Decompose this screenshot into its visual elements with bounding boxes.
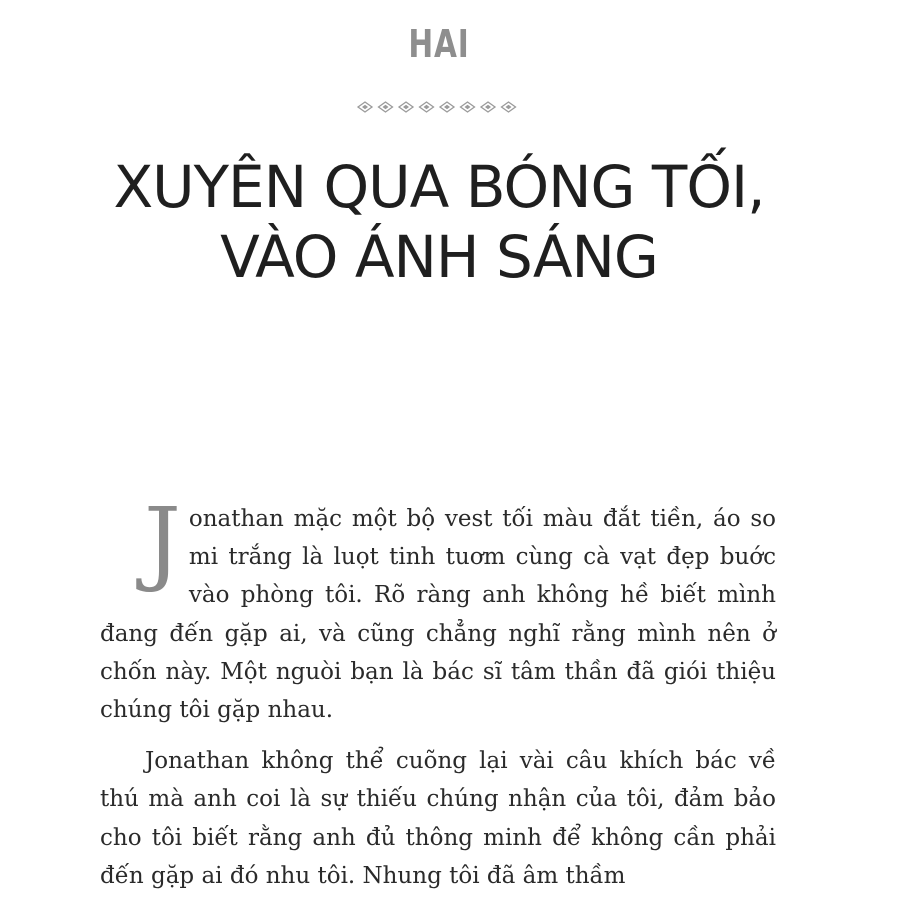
chapter-title-line-1: XUYÊN QUA BÓNG TỐI, [113,153,765,221]
ornament-diamond-center [485,105,491,109]
ornament-diamond-center [465,105,471,109]
ornament-diamond-center [403,105,409,109]
paragraph-1 [100,488,776,729]
paragraph-1-text: onathan mặc một bộ vest tối màu đắt tiền, áo so mi trắng là luọt tinh tuơm cùng cà vạt đẹp buớc vào phòng tôi. Rõ ràng anh không hề biết mình đang đến gặp ai, và cũng chẳng nghĩ rằng mình nên ở chốn này. Một nguòi bạn là bác sĩ tâm thần đã giói thiệu chúng tôi gặp nhau. [100,506,776,724]
ornament-diamond-center [444,105,450,109]
ornament-diamond-center [362,105,368,109]
ornament-diamond-center [424,105,430,109]
diamond-ornament-icon [356,99,522,115]
chapter-title [0,152,878,292]
ornament-diamond-center [383,105,389,109]
chapter-body [100,488,776,895]
paragraph-2: Jonathan không thể cuõng lại vài câu khích bác về thú mà anh coi là sự thiếu chúng nhận của tôi, đảm bảo cho tôi biết rằng anh đủ thông minh để không cần phải đến gặp ai đó nhu tôi. Nhung tôi đã âm thầm [100,748,776,889]
drop-cap: J [144,488,181,595]
chapter-label: HAI [408,22,470,66]
chapter-title-line-2: VÀO ÁNH SÁNG [220,223,658,291]
ornament-diamond-center [506,105,512,109]
